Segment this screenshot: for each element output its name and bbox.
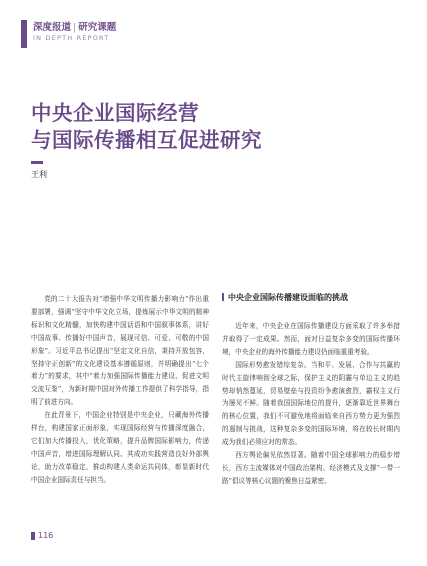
header-label <box>33 19 116 33</box>
article-title <box>31 100 411 154</box>
author-accent-bar <box>31 161 43 164</box>
section-heading-text: 中央企业国际传播建设面临的挑战 <box>228 292 348 302</box>
header-subtitle: IN DEPTH REPORT <box>33 34 110 42</box>
article-title-line-1: 中央企业国际经营 <box>31 101 199 125</box>
header-section: 深度报道 <box>33 22 72 33</box>
paragraph: 西方舆论偏见依然显著。随着中国全球影响力的稳步增长，西方主流媒体对中国政治架构、经济模式及支撑“一带一路”倡议等核心议题的聚焦日益紧密。 <box>222 451 400 485</box>
section-heading-marker <box>222 293 224 301</box>
paragraph: 党的二十大报告对“增强中华文明传播力影响力”作出重要部署，强调“坚守中华文化立场，提炼展示中华文明的精神标识和文化精髓，加快构建中国话语和中国叙事体系，讲好中国故事、传播好中国声音，展现可信、可爱、可敬的中国形象”。习近平总书记提出“坚定文化自信，秉持开放包容，坚持守正创新”的文化建设基本遵循原则，并明确提出“七个着力”的要求，其中“着力加强国际传播能力建设、促进文明交流互鉴”，为新时期中国对外传播工作提供了科学指导，指明了前进方向。 <box>31 295 209 407</box>
page-header <box>21 11 421 51</box>
paragraph: 国际形势愈发错综复杂。当和平、发展、合作与共赢的时代主旋律响彻全球之际，保护主义的阴霾与单边主义的趋势却悄然蔓延，贸易壁垒与投资纷争愈演愈烈，霸权主义行为屡见不鲜。随着我国国际地位的提升，逐渐靠近世界舞台的核心位置，我们不可避免地将面临来自西方势力更为强烈的遏制与挑战，这种复杂多变的国际环境，将在较长时期内成为我们必须应对的常态。 <box>222 360 400 447</box>
article-title-line-2: 与国际传播相互促进研究 <box>31 128 262 152</box>
author-name: 王利 <box>31 170 47 179</box>
header-separator: | <box>73 22 77 33</box>
right-column <box>222 320 400 488</box>
header-column: 研究课题 <box>78 22 117 33</box>
header-accent-bar <box>21 20 27 48</box>
paragraph: 在此背景下，中国企业特别是中央企业，只藏海外传播样台，构建国家正面形象，实现国际经营与传播深度融合，它们加大传播投入，优化策略，提升品牌国际影响力，传递中国声音，增进国际理解认同。其成功实践营造良好外部舆论，助力改革稳定，推动构建人类命运共同体，彰显新时代中国企业国际责任与担当。 <box>31 411 209 484</box>
left-column <box>31 293 209 487</box>
page-number: 116 <box>38 531 54 540</box>
paragraph: 近年来，中央企业在国际传播建设方面采取了许多举措并取得了一定成果。然而，面对日益复杂多变的国际传播环境，中央企业的海外传播能力建设仍面临重重考验。 <box>222 322 400 356</box>
footer-accent-bar <box>31 532 35 540</box>
section-heading <box>222 292 348 303</box>
